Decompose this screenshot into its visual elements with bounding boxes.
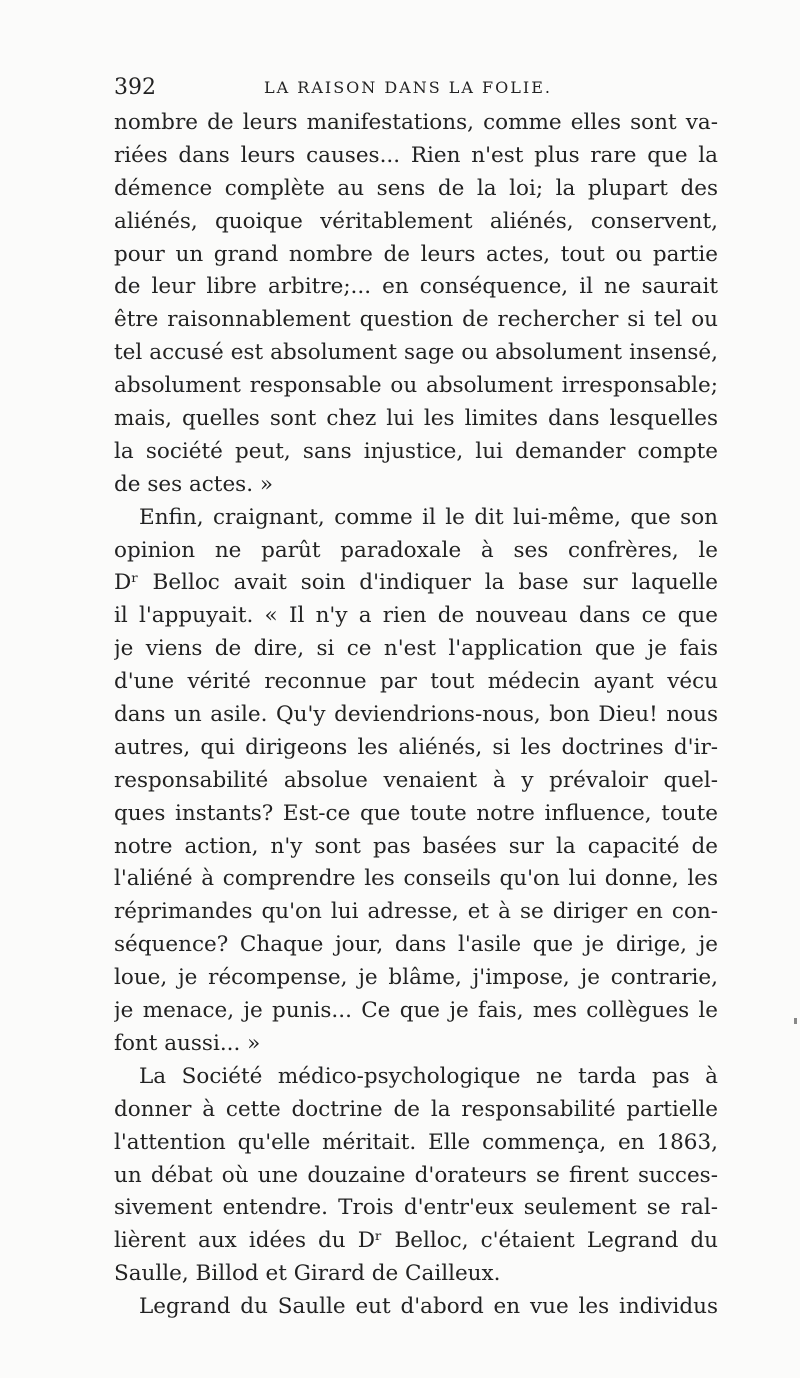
text-line: l'aliéné à comprendre les conseils qu'on lui donne, les bbox=[114, 866, 718, 892]
text-line: riées dans leurs causes... Rien n'est plus rare que la bbox=[114, 142, 718, 168]
text-line: d'une vérité reconnue par tout médecin ayant vécu bbox=[114, 669, 718, 695]
body-text bbox=[114, 107, 718, 1324]
text-line: dans un asile. Qu'y deviendrions-nous, bon Dieu! nous bbox=[114, 702, 718, 728]
text-line: Saulle, Billod et Girard de Cailleux. bbox=[114, 1261, 501, 1287]
text-line: autres, qui dirigeons les aliénés, si les doctrines d'ir- bbox=[114, 734, 718, 760]
text-line: Dʳ Belloc avait soin d'indiquer la base sur laquelle bbox=[114, 570, 718, 596]
text-line: de ses actes. » bbox=[114, 471, 274, 497]
text-line: font aussi... » bbox=[114, 1030, 261, 1056]
text-line: responsabilité absolue venaient à y prévaloir quel- bbox=[114, 767, 718, 793]
text-line: Enfin, craignant, comme il le dit lui-même, que son bbox=[139, 504, 718, 530]
text-line: l'attention qu'elle méritait. Elle commença, en 1863, bbox=[114, 1129, 718, 1155]
text-line: nombre de leurs manifestations, comme elles sont va- bbox=[114, 110, 718, 135]
page-number: 392 bbox=[114, 75, 156, 100]
text-line: démence complète au sens de la loi; la plupart des bbox=[114, 175, 718, 201]
text-line: Legrand du Saulle eut d'abord en vue les individus bbox=[139, 1294, 718, 1320]
text-line: la société peut, sans injustice, lui demander compte bbox=[114, 438, 718, 464]
text-line: La Société médico-psychologique ne tarda pas à bbox=[139, 1063, 718, 1089]
text-line: réprimandes qu'on lui adresse, et à se diriger en con- bbox=[114, 899, 718, 925]
text-line: pour un grand nombre de leurs actes, tout ou partie bbox=[114, 241, 718, 267]
text-line: mais, quelles sont chez lui les limites dans lesquelles bbox=[114, 406, 718, 432]
text-line: notre action, n'y sont pas basées sur la capacité de bbox=[114, 833, 718, 859]
text-line: séquence? Chaque jour, dans l'asile que je dirige, je bbox=[114, 932, 718, 958]
text-line: de leur libre arbitre;... en conséquence, il ne saurait bbox=[114, 274, 718, 300]
text-line: je viens de dire, si ce n'est l'application que je fais bbox=[114, 636, 718, 662]
text-line: un débat où une douzaine d'orateurs se firent succes- bbox=[114, 1162, 718, 1188]
text-line: il l'appuyait. « Il n'y a rien de nouveau dans ce que bbox=[114, 603, 718, 629]
text-line: ques instants? Est-ce que toute notre influence, toute bbox=[114, 800, 718, 826]
running-title: LA RAISON DANS LA FOLIE. bbox=[264, 78, 552, 97]
running-head bbox=[114, 73, 718, 103]
text-line: lièrent aux idées du Dʳ Belloc, c'étaient Legrand du bbox=[114, 1228, 718, 1254]
text-line: aliénés, quoique véritablement aliénés, conservent, bbox=[114, 208, 718, 234]
text-line: être raisonnablement question de rechercher si tel ou bbox=[114, 307, 718, 333]
text-line: loue, je récompense, je blâme, j'impose, je contrarie, bbox=[114, 965, 718, 991]
text-line: tel accusé est absolument sage ou absolument insensé, bbox=[114, 340, 718, 366]
text-line: absolument responsable ou absolument irresponsable; bbox=[114, 373, 718, 399]
text-line: je menace, je punis... Ce que je fais, mes collègues le bbox=[114, 998, 718, 1024]
margin-speck bbox=[794, 1018, 797, 1024]
text-line: donner à cette doctrine de la responsabilité partielle bbox=[114, 1096, 718, 1122]
text-line: sivement entendre. Trois d'entr'eux seulement se ral- bbox=[114, 1195, 718, 1221]
text-line: opinion ne parût paradoxale à ses confrères, le bbox=[114, 537, 718, 563]
